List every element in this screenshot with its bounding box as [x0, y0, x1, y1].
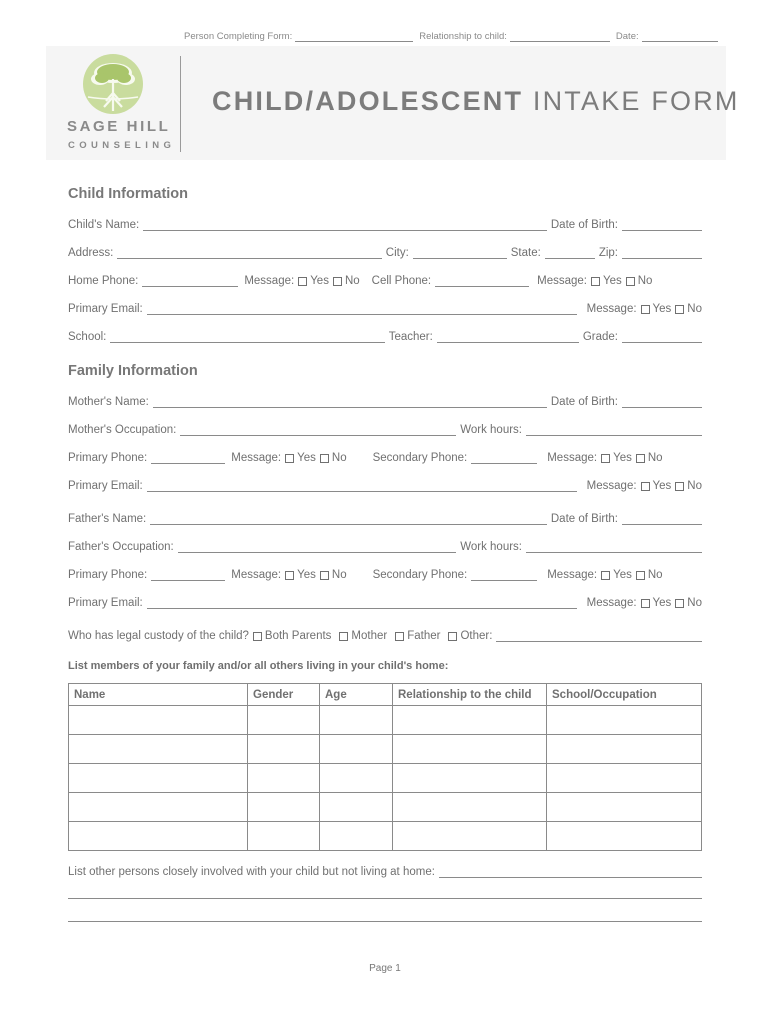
others-row: [68, 862, 702, 878]
childs-name-input[interactable]: [143, 219, 547, 231]
father-email-message-label: Message:: [586, 597, 637, 609]
table-cell[interactable]: [393, 822, 547, 851]
table-cell[interactable]: [69, 822, 248, 851]
state-input[interactable]: [545, 247, 595, 259]
father-occupation-row: [68, 537, 702, 553]
table-cell[interactable]: [547, 735, 702, 764]
custody-other-input[interactable]: [496, 630, 702, 642]
mother-message-label: Message:: [231, 452, 282, 464]
mother-dob-input[interactable]: [622, 396, 702, 408]
custody-row: [68, 626, 702, 642]
mother-primary-phone-input[interactable]: [151, 452, 225, 464]
custody-father-checkbox[interactable]: [395, 632, 404, 641]
table-cell[interactable]: [320, 822, 393, 851]
mother-email-label: Primary Email:: [68, 480, 143, 492]
no-label: No: [331, 569, 347, 581]
mother-dob-label: Date of Birth:: [550, 396, 618, 408]
table-cell[interactable]: [547, 706, 702, 735]
relationship-line[interactable]: [510, 31, 610, 42]
mothers-occupation-input[interactable]: [180, 424, 456, 436]
relationship-field[interactable]: [419, 31, 616, 42]
father-secondary-no-checkbox[interactable]: [636, 571, 645, 580]
brand-tagline: COUNSELING: [68, 140, 176, 151]
table-row: [69, 764, 702, 793]
top-header-fields: [184, 31, 726, 42]
table-cell[interactable]: [547, 764, 702, 793]
home-message-label: Message:: [244, 275, 295, 287]
table-cell[interactable]: [248, 735, 320, 764]
father-primary-phone-input[interactable]: [151, 569, 225, 581]
no-label: No: [331, 452, 347, 464]
father-secondary-message-label: Message:: [547, 569, 598, 581]
father-message-label: Message:: [231, 569, 282, 581]
custody-other-label: Other:: [460, 630, 493, 642]
mothers-name-label: Mother's Name:: [68, 396, 149, 408]
others-input-1[interactable]: [439, 866, 702, 878]
date-line[interactable]: [642, 31, 718, 42]
form-title: [212, 86, 740, 117]
person-completing-line[interactable]: [295, 31, 413, 42]
cell-message-yes-checkbox[interactable]: [591, 277, 600, 286]
brand-name: SAGE HILL: [67, 118, 171, 135]
yes-label: Yes: [652, 303, 672, 315]
zip-label: Zip:: [598, 247, 618, 259]
child-dob-input[interactable]: [622, 219, 702, 231]
home-message-no-checkbox[interactable]: [333, 277, 342, 286]
col-relationship: Relationship to the child: [393, 684, 547, 706]
table-cell[interactable]: [547, 793, 702, 822]
no-label: No: [687, 303, 702, 315]
table-cell[interactable]: [69, 735, 248, 764]
members-table-header: [69, 684, 702, 706]
custody-mother-label: Mother: [351, 630, 388, 642]
table-row: [69, 793, 702, 822]
father-email-row: [68, 593, 702, 609]
home-phone-input[interactable]: [142, 275, 238, 287]
table-cell[interactable]: [69, 706, 248, 735]
tree-logo-icon: [82, 53, 144, 119]
yes-label: Yes: [613, 452, 632, 464]
yes-label: Yes: [297, 452, 316, 464]
no-label: No: [687, 597, 702, 609]
childs-name-label: Child's Name:: [68, 219, 140, 231]
table-cell[interactable]: [393, 793, 547, 822]
yes-label: Yes: [310, 275, 329, 287]
no-label: No: [687, 480, 702, 492]
primary-email-input[interactable]: [147, 303, 577, 315]
school-row: [68, 327, 702, 343]
banner-divider: [180, 56, 181, 152]
child-info-heading: Child Information: [68, 186, 189, 202]
members-table: [68, 683, 702, 851]
city-input[interactable]: [413, 247, 507, 259]
custody-question: Who has legal custody of the child?: [68, 630, 249, 642]
members-table-body: [69, 706, 702, 851]
grade-label: Grade:: [582, 331, 618, 343]
address-row: [68, 243, 702, 259]
table-cell[interactable]: [248, 822, 320, 851]
zip-input[interactable]: [622, 247, 702, 259]
cell-phone-label: Cell Phone:: [371, 275, 432, 287]
child-phone-row: [68, 271, 702, 287]
custody-mother-checkbox[interactable]: [339, 632, 348, 641]
teacher-input[interactable]: [437, 331, 579, 343]
cell-message-no-checkbox[interactable]: [626, 277, 635, 286]
table-cell[interactable]: [248, 793, 320, 822]
no-label: No: [637, 275, 653, 287]
date-label: Date:: [615, 31, 639, 42]
custody-father-label: Father: [407, 630, 441, 642]
family-info-heading: Family Information: [68, 363, 198, 379]
others-prompt: List other persons closely involved with your child but not living at home:: [68, 866, 435, 878]
mother-email-message-label: Message:: [586, 480, 637, 492]
child-name-row: [68, 215, 702, 231]
fathers-occupation-label: Father's Occupation:: [68, 541, 174, 553]
mother-secondary-phone-label: Secondary Phone:: [372, 452, 468, 464]
father-work-hours-label: Work hours:: [460, 541, 522, 553]
page-number: Page 1: [369, 963, 401, 974]
person-completing-field[interactable]: [184, 31, 419, 42]
father-message-yes-checkbox[interactable]: [285, 571, 294, 580]
table-cell[interactable]: [320, 706, 393, 735]
mother-message-no-checkbox[interactable]: [320, 454, 329, 463]
fathers-name-label: Father's Name:: [68, 513, 147, 525]
home-message-yes-checkbox[interactable]: [298, 277, 307, 286]
yes-label: Yes: [297, 569, 316, 581]
table-cell[interactable]: [393, 706, 547, 735]
father-secondary-phone-label: Secondary Phone:: [372, 569, 468, 581]
table-cell[interactable]: [69, 764, 248, 793]
mother-message-yes-checkbox[interactable]: [285, 454, 294, 463]
mother-work-hours-label: Work hours:: [460, 424, 522, 436]
others-input-2[interactable]: [68, 898, 702, 899]
teacher-label: Teacher:: [388, 331, 433, 343]
father-message-no-checkbox[interactable]: [320, 571, 329, 580]
father-dob-label: Date of Birth:: [550, 513, 618, 525]
mother-secondary-yes-checkbox[interactable]: [601, 454, 610, 463]
father-dob-input[interactable]: [622, 513, 702, 525]
date-field[interactable]: [616, 31, 718, 42]
cell-phone-input[interactable]: [435, 275, 529, 287]
fathers-name-input[interactable]: [150, 513, 547, 525]
cell-message-label: Message:: [537, 275, 587, 287]
primary-email-label: Primary Email:: [68, 303, 143, 315]
email-message-no-checkbox[interactable]: [675, 305, 684, 314]
table-cell[interactable]: [320, 735, 393, 764]
mother-primary-phone-label: Primary Phone:: [68, 452, 148, 464]
mother-email-row: [68, 476, 702, 492]
school-input[interactable]: [110, 331, 384, 343]
father-email-input[interactable]: [147, 597, 577, 609]
custody-both-label: Both Parents: [264, 630, 332, 642]
fathers-occupation-input[interactable]: [178, 541, 456, 553]
mother-phone-row: [68, 448, 702, 464]
email-message-yes-checkbox[interactable]: [641, 305, 650, 314]
table-cell[interactable]: [393, 764, 547, 793]
mothers-occupation-label: Mother's Occupation:: [68, 424, 177, 436]
col-school-occupation: School/Occupation: [547, 684, 702, 706]
state-label: State:: [510, 247, 541, 259]
yes-label: Yes: [652, 597, 672, 609]
table-cell[interactable]: [393, 735, 547, 764]
relationship-label: Relationship to child:: [419, 31, 507, 42]
table-row: [69, 706, 702, 735]
table-cell[interactable]: [69, 793, 248, 822]
home-phone-label: Home Phone:: [68, 275, 139, 287]
mother-email-yes-checkbox[interactable]: [641, 482, 650, 491]
father-email-yes-checkbox[interactable]: [641, 599, 650, 608]
mother-secondary-no-checkbox[interactable]: [636, 454, 645, 463]
child-email-row: [68, 299, 702, 315]
yes-label: Yes: [602, 275, 622, 287]
others-input-3[interactable]: [68, 921, 702, 922]
table-cell[interactable]: [547, 822, 702, 851]
father-primary-phone-label: Primary Phone:: [68, 569, 148, 581]
father-work-hours-input[interactable]: [526, 541, 702, 553]
father-secondary-phone-input[interactable]: [471, 569, 537, 581]
members-instruction: List members of your family and/or all others living in your child's home:: [68, 660, 449, 672]
form-title-light: INTAKE FORM: [532, 86, 740, 116]
father-secondary-yes-checkbox[interactable]: [601, 571, 610, 580]
table-cell[interactable]: [248, 706, 320, 735]
yes-label: Yes: [652, 480, 672, 492]
mother-email-input[interactable]: [147, 480, 577, 492]
mothers-name-input[interactable]: [153, 396, 547, 408]
mother-occupation-row: [68, 420, 702, 436]
grade-input[interactable]: [622, 331, 702, 343]
mother-secondary-phone-input[interactable]: [471, 452, 537, 464]
father-email-no-checkbox[interactable]: [675, 599, 684, 608]
table-cell[interactable]: [320, 793, 393, 822]
no-label: No: [647, 452, 663, 464]
city-label: City:: [385, 247, 409, 259]
form-title-bold: CHILD/ADOLESCENT: [212, 86, 524, 116]
person-completing-label: Person Completing Form:: [184, 31, 293, 42]
custody-other-checkbox[interactable]: [448, 632, 457, 641]
email-message-label: Message:: [586, 303, 637, 315]
mother-work-hours-input[interactable]: [526, 424, 702, 436]
col-name: Name: [69, 684, 248, 706]
table-cell[interactable]: [248, 764, 320, 793]
address-input[interactable]: [117, 247, 381, 259]
child-dob-label: Date of Birth:: [550, 219, 618, 231]
father-phone-row: [68, 565, 702, 581]
col-age: Age: [320, 684, 393, 706]
table-row: [69, 822, 702, 851]
school-label: School:: [68, 331, 107, 343]
address-label: Address:: [68, 247, 114, 259]
table-cell[interactable]: [320, 764, 393, 793]
custody-both-checkbox[interactable]: [253, 632, 262, 641]
no-label: No: [344, 275, 360, 287]
mother-email-no-checkbox[interactable]: [675, 482, 684, 491]
mother-secondary-message-label: Message:: [547, 452, 598, 464]
father-email-label: Primary Email:: [68, 597, 143, 609]
table-row: [69, 735, 702, 764]
no-label: No: [647, 569, 663, 581]
father-name-row: [68, 509, 702, 525]
mother-name-row: [68, 392, 702, 408]
col-gender: Gender: [248, 684, 320, 706]
yes-label: Yes: [613, 569, 632, 581]
